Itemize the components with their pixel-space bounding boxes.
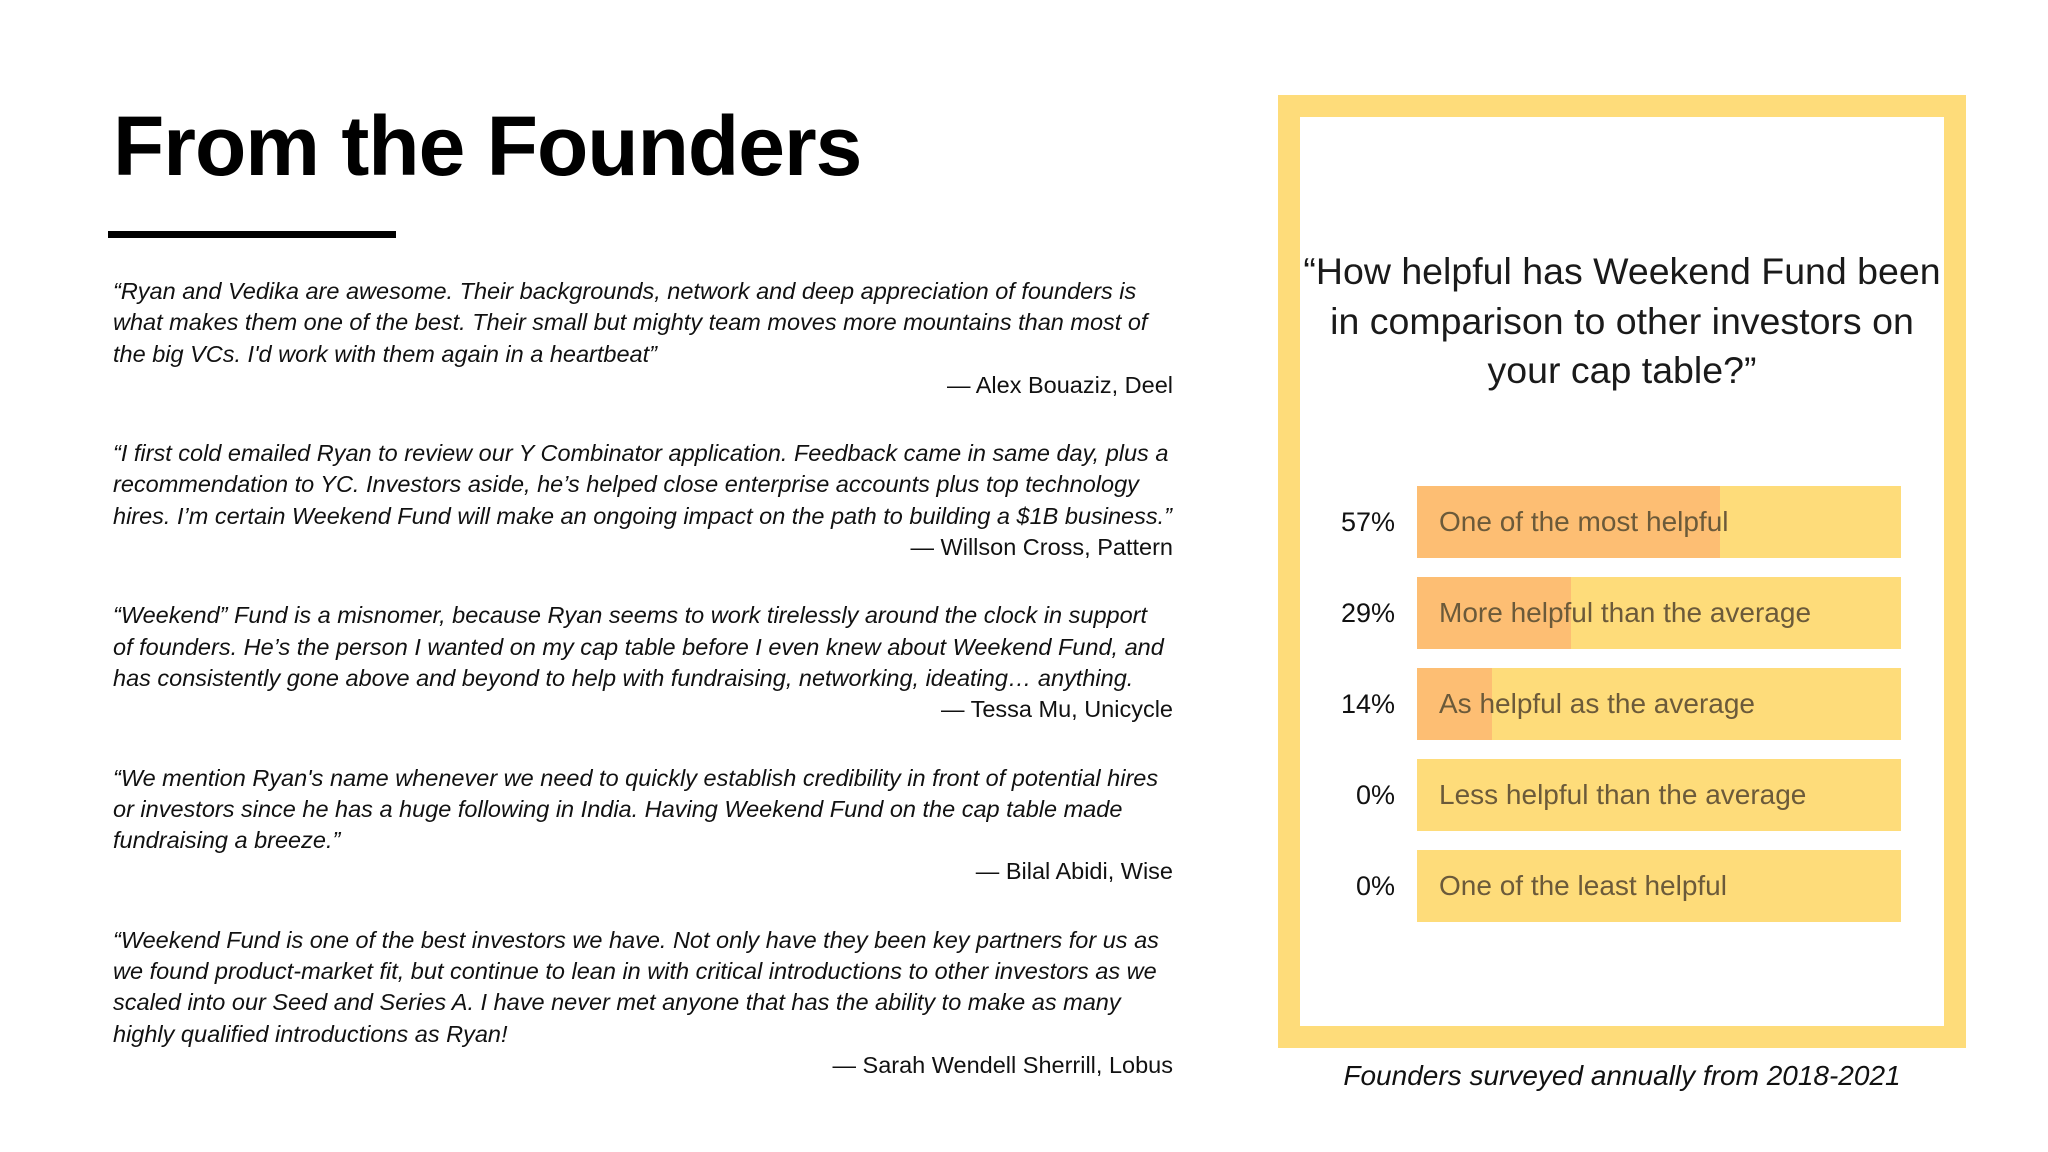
survey-result-bar	[1417, 577, 1901, 649]
testimonial	[113, 276, 1173, 401]
survey-result-bar	[1417, 850, 1901, 922]
survey-results	[1300, 486, 1944, 941]
survey-question: “How helpful has Weekend Fund been in comparison to other investors on your cap table?”	[1303, 250, 1941, 391]
survey-result-label: Less helpful than the average	[1439, 779, 1807, 810]
testimonial-quote: “I first cold emailed Ryan to review our Y Combinator application. Feedback came in same day, plus a recommendation to YC. Investors aside, he’s helped close enterprise accounts plus top technology hires. I’m certain Weekend Fund will make an ongoing impact on the path to building a $1B business.”	[113, 440, 1172, 529]
title-underline	[108, 231, 396, 238]
testimonials-list	[113, 276, 1173, 1118]
survey-result-row	[1300, 850, 1944, 922]
survey-result-row	[1300, 759, 1944, 831]
testimonial-author: — Alex Bouaziz, Deel	[947, 371, 1173, 398]
survey-result-label: More helpful than the average	[1439, 597, 1812, 628]
survey-result-bar	[1417, 486, 1901, 558]
survey-result-row	[1300, 668, 1944, 740]
survey-result-percent: 0%	[1355, 780, 1395, 810]
testimonial-quote: “Weekend” Fund is a misnomer, because Ryan seems to work tirelessly around the clock in support of founders. He’s the person I wanted on my cap table before I even knew about Weekend Fund, and has consistently gone above and beyond to help with fundraising, networking, ideating… anything.	[113, 602, 1164, 691]
survey-caption: Founders surveyed annually from 2018-2021	[1343, 1060, 1901, 1091]
testimonial-author: — Bilal Abidi, Wise	[975, 858, 1173, 885]
testimonial-quote: “Weekend Fund is one of the best investors we have. Not only have they been key partners for us as we found product-market fit, but continue to lean in with critical introductions to other investors as we scaled into our Seed and Series A. I have never met anyone that has the ability to make as many highly qualified introductions as Ryan!	[113, 926, 1159, 1047]
testimonial-author: — Willson Cross, Pattern	[910, 534, 1173, 561]
survey-result-percent: 0%	[1355, 871, 1395, 901]
testimonial-quote: “Ryan and Vedika are awesome. Their backgrounds, network and deep appreciation of founders is what makes them one of the best. Their small but mighty team moves more mountains than most of the big VCs. I'd work with them again in a heartbeat”	[113, 278, 1148, 367]
survey-result-percent: 57%	[1340, 507, 1395, 537]
survey-result-row	[1300, 486, 1944, 558]
testimonial	[113, 600, 1173, 725]
testimonial	[113, 925, 1173, 1081]
survey-result-label: One of the least helpful	[1439, 870, 1727, 901]
testimonial	[113, 763, 1173, 888]
survey-result-bar	[1417, 759, 1901, 831]
testimonial-quote: “We mention Ryan's name whenever we need to quickly establish credibility in front of potential hires or investors since he has a huge following in India. Having Weekend Fund on the cap table made fundraising a breeze.”	[113, 764, 1159, 854]
survey-result-row	[1300, 577, 1944, 649]
testimonial-author: — Tessa Mu, Unicycle	[940, 696, 1173, 723]
survey-result-bar	[1417, 668, 1901, 740]
survey-result-percent: 29%	[1340, 598, 1395, 628]
survey-result-label: As helpful as the average	[1439, 688, 1755, 719]
survey-result-label: One of the most helpful	[1439, 506, 1729, 537]
survey-result-percent: 14%	[1340, 689, 1395, 719]
page-title: From the Founders	[113, 99, 862, 193]
survey-panel	[1278, 95, 1966, 1048]
testimonial-author: — Sarah Wendell Sherrill, Lobus	[832, 1051, 1173, 1078]
testimonial	[113, 438, 1173, 563]
